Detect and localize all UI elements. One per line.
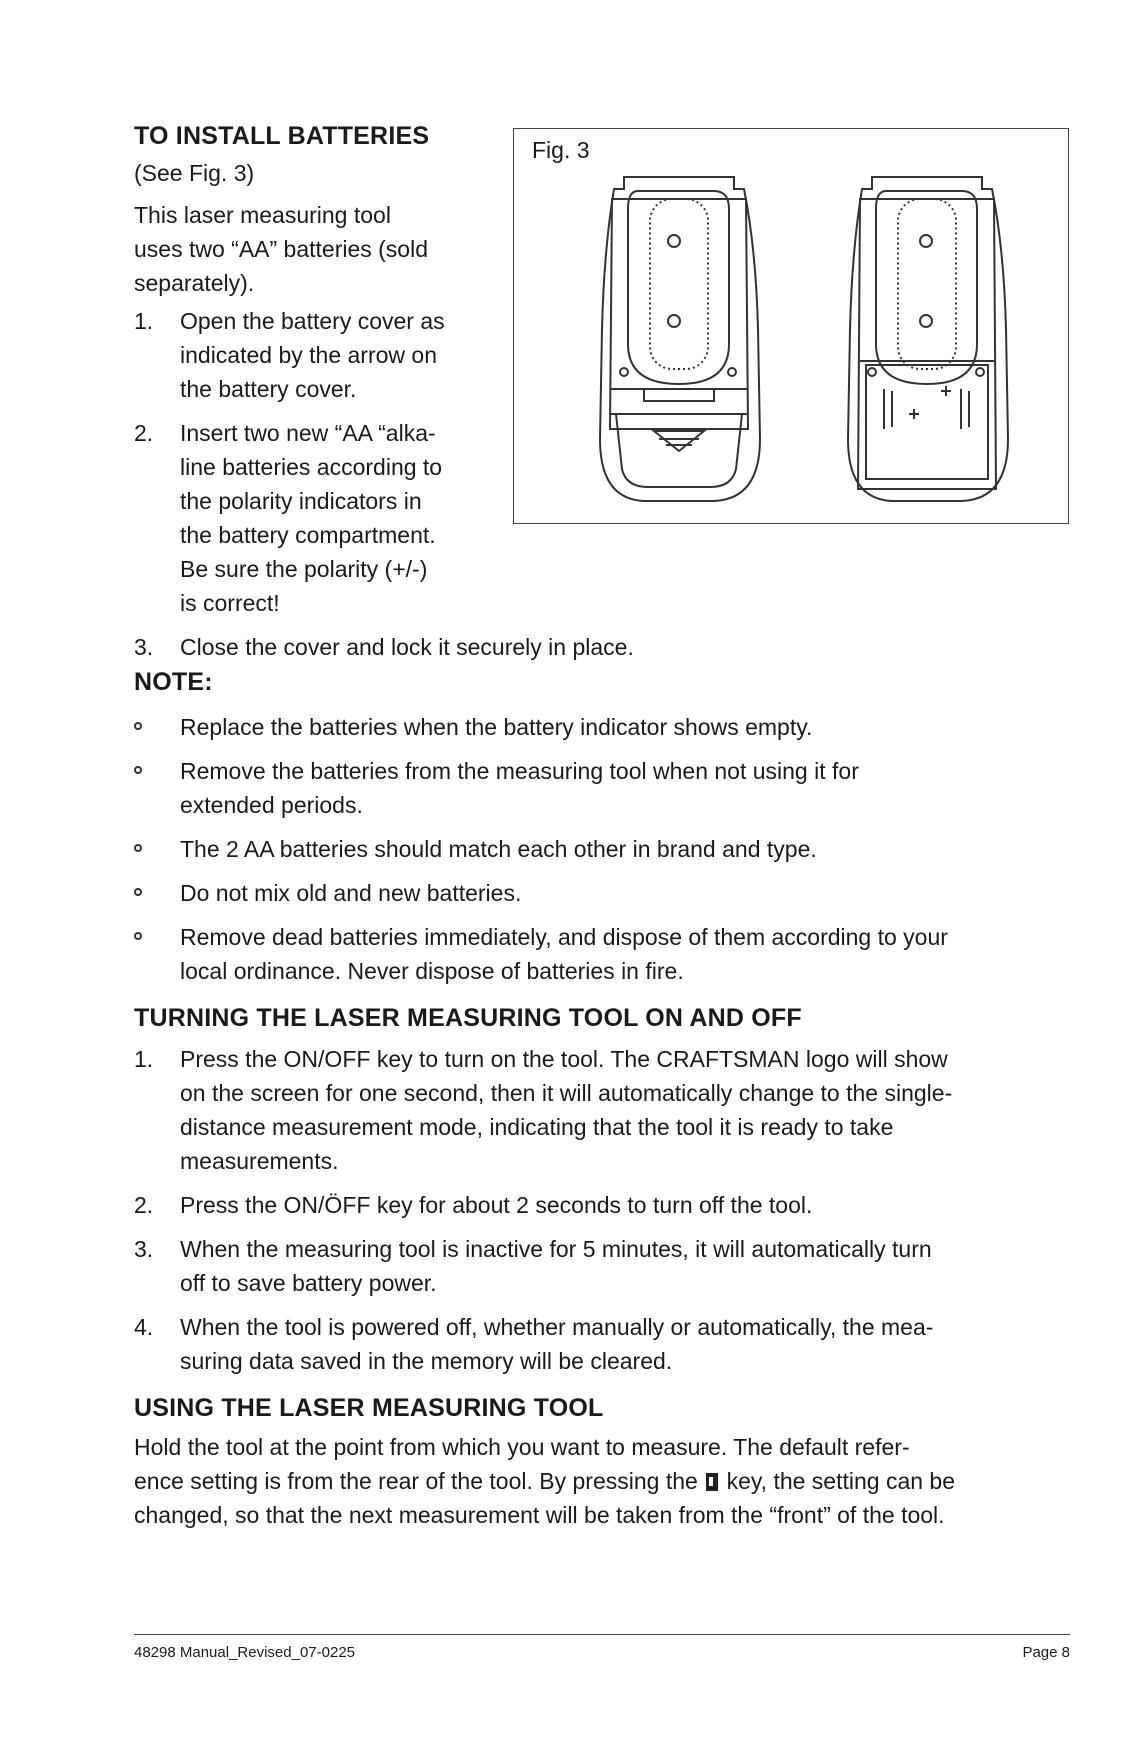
reference-key-icon [706,1473,718,1491]
using-line: changed, so that the next measurement will be taken from the “front” of the tool. [134,1502,945,1528]
intro-line: This laser measuring tool [134,202,391,228]
step-line: the battery compartment. [180,522,436,548]
note-line: The 2 AA batteries should match each other in brand and type. [180,836,817,862]
using-line-part: key, the setting can be [726,1468,956,1494]
step-number: 3. [134,1236,154,1262]
footer-doc-id: 48298 Manual_Revised_07-0225 [134,1644,356,1661]
note-line: Do not mix old and new batteries. [180,880,522,906]
step-line: Close the cover and lock it securely in place. [180,634,634,660]
note-item [134,710,1054,744]
using-line-part: ence setting is from the rear of the tool. By pressing the [134,1468,698,1494]
step-number: 2. [134,1192,154,1218]
step-number: 1. [134,308,154,334]
step-number: 4. [134,1314,154,1340]
note-list [134,710,1054,998]
turning-steps [134,1042,1054,1388]
step-line: Press the ON/OFF key to turn on the tool. The CRAFTSMAN logo will show [180,1046,948,1072]
turning-step [134,1188,1054,1222]
step-line: line batteries according to [180,454,443,480]
bullet-dot [134,766,142,774]
step-line: Insert two new “AA “alka- [180,420,436,446]
turning-step [134,1310,1054,1378]
step-line: distance measurement mode, indicating that the tool it is ready to take [180,1114,894,1140]
note-item [134,876,1054,910]
step-line: Open the battery cover as [180,308,445,334]
note-item [134,754,1054,822]
bullet-dot [134,722,142,730]
turning-step [134,1042,1054,1178]
step-number: 3. [134,634,154,660]
note-heading: NOTE: [134,668,213,696]
step-line: measurements. [180,1148,339,1174]
install-heading: TO INSTALL BATTERIES [134,122,430,150]
footer-page-number: Page 8 [1022,1644,1070,1661]
figure-label: Fig. 3 [532,137,590,163]
turning-heading: TURNING THE LASER MEASURING TOOL ON AND OFF [134,1004,802,1032]
note-item [134,832,1054,866]
intro-line: separately). [134,270,255,296]
step-line: suring data saved in the memory will be cleared. [180,1348,673,1374]
turning-step [134,1232,1054,1300]
note-line: local ordinance. Never dispose of batteries in fire. [180,958,684,984]
step-number: 1. [134,1046,154,1072]
note-line: Remove dead batteries immediately, and dispose of them according to your [180,924,948,950]
footer-divider [134,1634,1070,1635]
step-line: on the screen for one second, then it will automatically change to the single- [180,1080,953,1106]
step-number: 2. [134,420,154,446]
note-item [134,920,1054,988]
bullet-dot [134,844,142,852]
step-line: off to save battery power. [180,1270,437,1296]
using-heading: USING THE LASER MEASURING TOOL [134,1394,604,1422]
step-line: indicated by the arrow on [180,342,437,368]
step-line: Be sure the polarity (+/-) [180,556,428,582]
step-line: Press the ON/ÖFF key for about 2 seconds to turn off the tool. [180,1192,813,1218]
note-line: Replace the batteries when the battery indicator shows empty. [180,714,813,740]
figure-3 [513,128,1069,524]
step-line: When the measuring tool is inactive for 5 minutes, it will automatically turn [180,1236,932,1262]
step-line: the polarity indicators in [180,488,422,514]
bullet-dot [134,932,142,940]
note-line: Remove the batteries from the measuring tool when not using it for [180,758,859,784]
see-fig-ref: (See Fig. 3) [134,160,255,186]
using-paragraph [134,1430,1064,1532]
note-line: extended periods. [180,792,363,818]
using-line: Hold the tool at the point from which you want to measure. The default refer- [134,1434,910,1460]
install-step [134,630,1054,664]
intro-line: uses two “AA” batteries (sold [134,236,429,262]
step-line: is correct! [180,590,280,616]
install-intro [134,156,494,300]
bullet-dot [134,888,142,896]
using-line [134,1464,1064,1498]
step-line: the battery cover. [180,376,357,402]
battery-cover-illustration [514,129,1070,525]
step-line: When the tool is powered off, whether manually or automatically, the mea- [180,1314,934,1340]
